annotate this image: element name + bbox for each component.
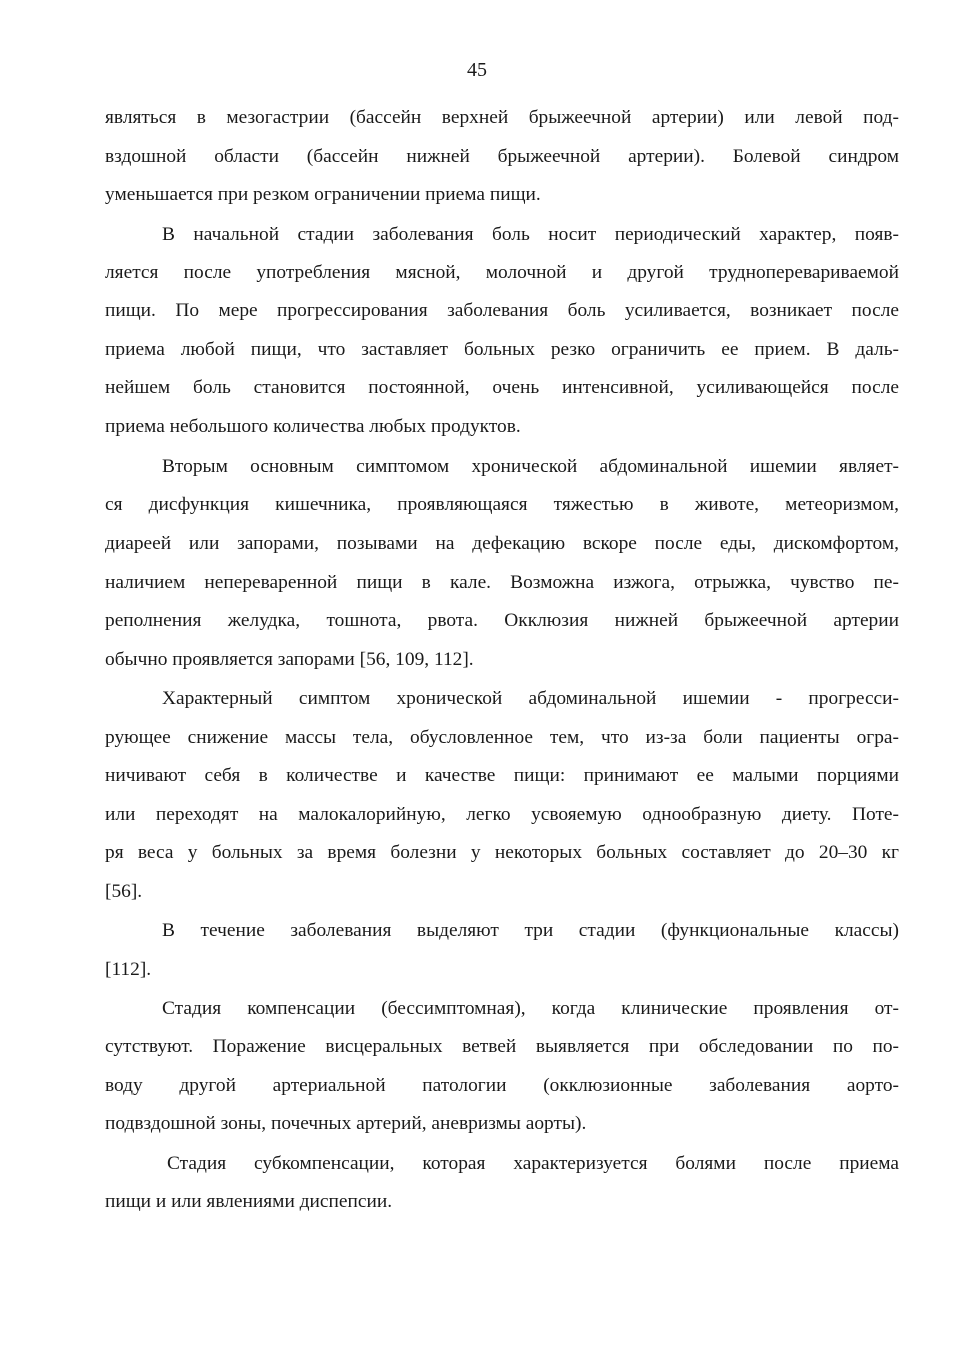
- text-line: пищи и или явлениями диспепсии.: [105, 1191, 393, 1212]
- text-line: воду другой артериальной патологии (окклюзионные заболевания аорто-: [105, 1075, 899, 1096]
- text-line: ся дисфункция кишечника, проявляющаяся тяжестью в животе, метеоризмом,: [105, 494, 899, 515]
- text-line: обычно проявляется запорами [56, 109, 112].: [105, 649, 474, 670]
- page-number: 45: [467, 59, 487, 81]
- text-line: Стадия компенсации (бессимптомная), когда клинические проявления от-: [162, 998, 899, 1019]
- text-line: или переходят на малокалорийную, легко усвояемую однообразную диету. Поте-: [105, 804, 899, 825]
- text-line: рующее снижение массы тела, обусловленное тем, что из-за боли пациенты огра-: [105, 727, 899, 748]
- text-line: Характерный симптом хронической абдоминальной ишемии - прогресси-: [162, 688, 899, 709]
- text-line: В течение заболевания выделяют три стадии (функциональные классы): [162, 920, 899, 941]
- text-line: наличием непереваренной пищи в кале. Возможна изжога, отрыжка, чувство пе-: [105, 572, 899, 593]
- text-line: В начальной стадии заболевания боль носит периодический характер, появ-: [162, 224, 899, 245]
- text-line: [112].: [105, 959, 152, 980]
- text-line: Вторым основным симптомом хронической абдоминальной ишемии являет-: [162, 456, 899, 477]
- text-line: приема любой пищи, что заставляет больных резко ограничить ее прием. В даль-: [105, 339, 899, 360]
- text-line: ря веса у больных за время болезни у некоторых больных составляет до 20–30 кг: [105, 842, 899, 863]
- text-line: сутствуют. Поражение висцеральных ветвей выявляется при обследовании по по-: [105, 1036, 899, 1057]
- text-line: уменьшается при резком ограничении приема пищи.: [105, 184, 541, 205]
- text-line: нейшем боль становится постоянной, очень интенсивной, усиливающейся после: [105, 377, 899, 398]
- text-line: подвздошной зоны, почечных артерий, аневризмы аорты).: [105, 1113, 587, 1134]
- text-line: ляется после употребления мясной, молочной и другой трудноперевариваемой: [105, 262, 899, 283]
- text-line: [56].: [105, 881, 143, 902]
- text-line: являться в мезогастрии (бассейн верхней брыжеечной артерии) или левой под-: [105, 107, 899, 128]
- text-line: вздошной области (бассейн нижней брыжеечной артерии). Болевой синдром: [105, 146, 899, 167]
- text-line: приема небольшого количества любых продуктов.: [105, 416, 521, 437]
- text-line: реполнения желудка, тошнота, рвота. Окклюзия нижней брыжеечной артерии: [105, 610, 899, 631]
- text-line: ничивают себя в количестве и качестве пищи: принимают ее малыми порциями: [105, 765, 899, 786]
- text-line: диареей или запорами, позывами на дефекацию вскоре после еды, дискомфортом,: [105, 533, 899, 554]
- text-line: Стадия субкомпенсации, которая характеризуется болями после приема: [167, 1153, 899, 1174]
- text-line: пищи. По мере прогрессирования заболевания боль усиливается, возникает после: [105, 300, 899, 321]
